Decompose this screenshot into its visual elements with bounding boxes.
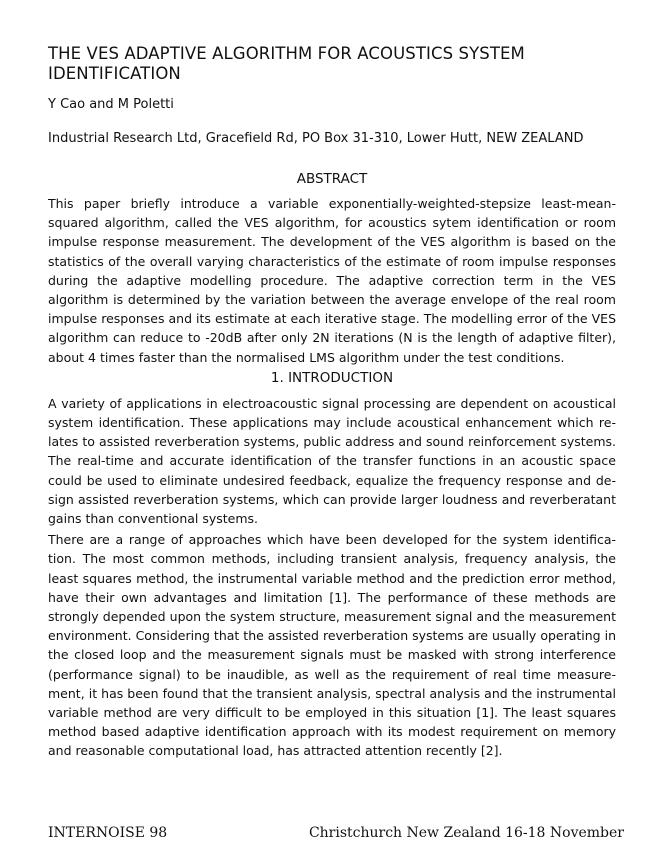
footer-location-date: Christchurch New Zealand 16-18 November	[308, 825, 624, 841]
abstract-body: This paper briefly introduce a variable exponentially-weighted-stepsize least-mean-squared algorithm, called the VES algorithm, for acoustics sytem identification or room impulse response measurement. The development of the VES algorithm is based on the statistics of the overall varying characteristics of the estimate of room impulse responses during the adaptive modelling procedure. The adaptive correction term in the VES algorithm is determined by the variation between the average envelope of the real room impulse responses and its estimate at each iterative stage. The modelling error of the VES algorithm can reduce to -20dB after only 2N iterations (N is the length of adaptive filter), about 4 times faster than the normalised LMS algorithm under the test conditions.	[48, 196, 616, 365]
paper-affiliation: Industrial Research Ltd, Gracefield Rd, PO Box 31-310, Lower Hutt, NEW ZEALAND	[48, 131, 584, 146]
paper-title: THE VES ADAPTIVE ALGORITHM FOR ACOUSTICS SYSTEM IDENTIFICATION	[48, 44, 525, 83]
paper-page	[48, 44, 616, 761]
introduction-heading: 1. INTRODUCTION	[270, 369, 394, 386]
introduction-paragraph-1: A variety of applications in electroacoustic signal processing are dependent on acoustical system identification. These applications may include acoustical enhancement which relates to assisted reverberation systems, public address and sound reinforcement systems. The real-time and accurate identification of the transfer functions in an acoustic space could be used to eliminate undesired feedback, equalize the frequency response and design assisted reverberation systems, which can provide larger loudness and reverberatant gains than conventional systems.	[48, 395, 616, 527]
paper-authors: Y Cao and M Poletti	[48, 97, 174, 112]
abstract-heading: ABSTRACT	[296, 171, 368, 187]
footer-conference: INTERNOISE 98	[48, 825, 168, 841]
introduction-paragraph-2: There are a range of approaches which have been developed for the system identification. The most common methods, including transient analysis, frequency analysis, the least squares method, the instrumental variable method and the prediction error method, have their own advantages and limitation [1]. The performance of these methods are strongly depended upon the system structure, measurement signal and the measurement environment. Considering that the assisted reverberation systems are usually operating in the closed loop and the measurement signals must be masked with strong interference (performance signal) to be inaudible, as well as the requirement of real time measurement, it has been found that the transient analysis, spectral analysis and the instrumental variable method are very difficult to be employed in this situation [1]. The least squares method based adaptive identification approach with its modest requirement on memory and reasonable computational load, has attracted attention recently [2].	[48, 532, 616, 759]
page-footer	[48, 825, 624, 841]
